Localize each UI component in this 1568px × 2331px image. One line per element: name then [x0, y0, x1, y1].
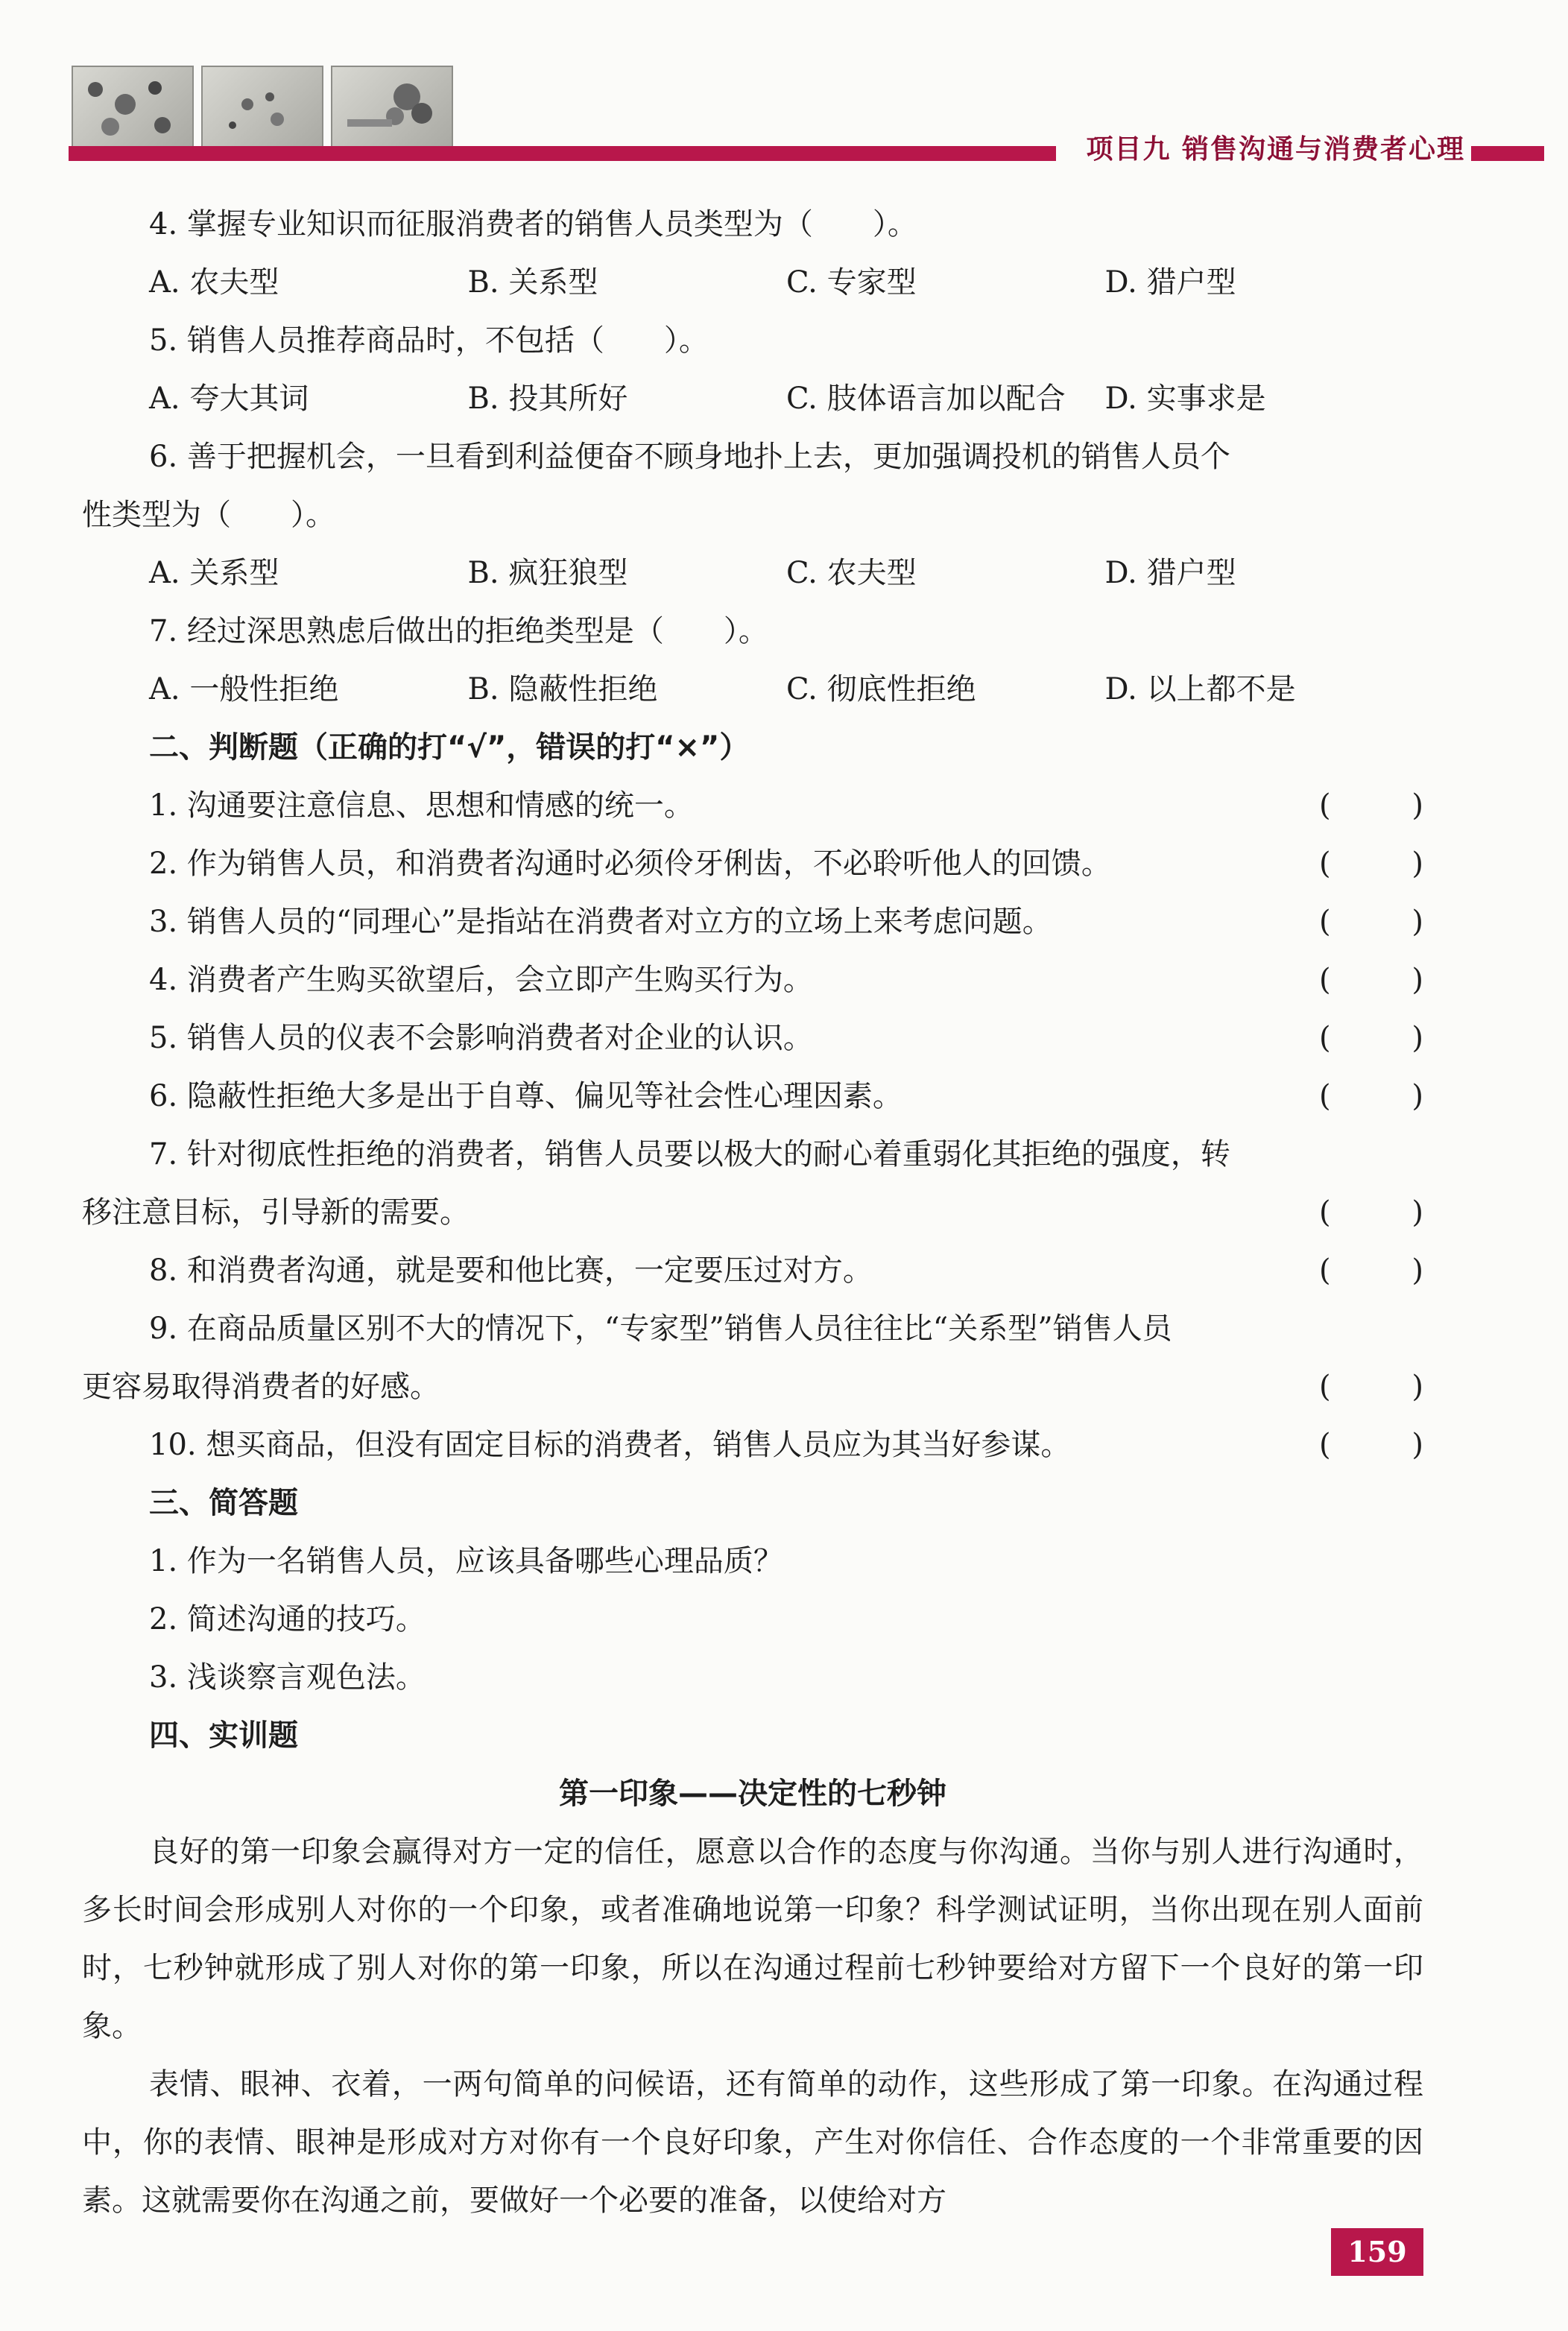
option: B. 投其所好: [467, 382, 628, 416]
question-options: [82, 253, 1423, 311]
question-options: [82, 660, 1423, 718]
answer-blank[interactable]: ( ): [1319, 1370, 1423, 1404]
option: D. 实事求是: [1104, 382, 1266, 416]
judgment-text-continued: 更容易取得消费者的好感。: [82, 1370, 440, 1404]
judgment-text: 7. 针对彻底性拒绝的消费者，销售人员要以极大的耐心着重弱化其拒绝的强度，转: [149, 1137, 1230, 1171]
judgment-text: 1. 沟通要注意信息、思想和情感的统一。: [149, 788, 694, 823]
option: D. 猎户型: [1104, 556, 1236, 590]
judgment-item: [82, 777, 1423, 835]
answer-blank[interactable]: ( ): [1319, 1021, 1423, 1055]
question-options: [82, 370, 1423, 428]
question-stem-continued: 性类型为（ ）。: [82, 498, 335, 532]
answer-blank[interactable]: ( ): [1319, 788, 1423, 823]
option: D. 以上都不是: [1104, 672, 1296, 706]
judgment-text-continued: 移注意目标，引导新的需要。: [82, 1195, 470, 1230]
question-options: [82, 544, 1423, 602]
judgment-item: [82, 835, 1423, 893]
option: A. 夸大其词: [149, 382, 309, 416]
chapter-title: 项目九 销售沟通与消费者心理: [1056, 128, 1471, 166]
header-thumbnail-1: [72, 66, 194, 152]
judgment-item: [82, 1009, 1423, 1067]
judgment-text: 5. 销售人员的仪表不会影响消费者对企业的认识。: [149, 1021, 813, 1055]
section-heading: 四、实训题: [149, 1718, 298, 1753]
option: A. 一般性拒绝: [149, 672, 339, 706]
answer-blank[interactable]: ( ): [1319, 1079, 1423, 1113]
judgment-text: 2. 作为销售人员，和消费者沟通时必须伶牙俐齿，不必聆听他人的回馈。: [149, 847, 1111, 881]
option: C. 农夫型: [786, 556, 917, 590]
judgment-text: 9. 在商品质量区别不大的情况下，“专家型”销售人员往往比“关系型”销售人员: [149, 1312, 1172, 1346]
judgment-item: [82, 1242, 1423, 1300]
question-stem: 4. 掌握专业知识而征服消费者的销售人员类型为（ ）。: [149, 207, 917, 241]
judgment-item: [82, 1067, 1423, 1125]
judgment-item: [82, 893, 1423, 951]
question-stem: 7. 经过深思熟虑后做出的拒绝类型是（ ）。: [149, 614, 768, 648]
answer-blank[interactable]: ( ): [1319, 905, 1423, 939]
option: A. 农夫型: [149, 265, 279, 300]
exercise-title: 第一印象——决定性的七秒钟: [559, 1777, 946, 1811]
judgment-text: 8. 和消费者沟通，就是要和他比赛，一定要压过对方。: [149, 1253, 873, 1288]
option: C. 彻底性拒绝: [786, 672, 976, 706]
question-stem: 6. 善于把握机会，一旦看到利益便奋不顾身地扑上去，更加强调投机的销售人员个: [149, 440, 1230, 474]
answer-blank[interactable]: ( ): [1319, 1253, 1423, 1288]
option: C. 专家型: [786, 265, 917, 300]
option: B. 疯狂狼型: [467, 556, 628, 590]
page-number: 159: [1331, 2228, 1423, 2276]
judgment-text: 10. 想买商品，但没有固定目标的消费者，销售人员应为其当好参谋。: [149, 1428, 1071, 1462]
paragraph: 表情、眼神、衣着，一两句简单的问候语，还有简单的动作，这些形成了第一印象。在沟通过程中，你的表情、眼神是形成对方对你有一个良好印象，产生对你信任、合作态度的一个非常重要的因素。这就需要你在沟通之前，要做好一个必要的准备，以使给对方: [82, 2067, 1423, 2218]
page-content: [82, 195, 1423, 2230]
answer-blank[interactable]: ( ): [1319, 1428, 1423, 1462]
header-thumbnail-2: [201, 66, 323, 152]
short-answer-item: 3. 浅谈察言观色法。: [149, 1660, 426, 1695]
judgment-item: [82, 1183, 1423, 1242]
question-stem: 5. 销售人员推荐商品时，不包括（ ）。: [149, 323, 709, 358]
option: C. 肢体语言加以配合: [786, 382, 1066, 416]
judgment-item: [82, 1416, 1423, 1474]
option: B. 关系型: [467, 265, 598, 300]
short-answer-item: 1. 作为一名销售人员，应该具备哪些心理品质？: [149, 1544, 783, 1578]
judgment-item: [82, 1358, 1423, 1416]
judgment-text: 3. 销售人员的“同理心”是指站在消费者对立方的立场上来考虑问题。: [149, 905, 1052, 939]
judgment-text: 6. 隐蔽性拒绝大多是出于自尊、偏见等社会性心理因素。: [149, 1079, 902, 1113]
judgment-item: [82, 951, 1423, 1009]
header-thumbnail-3: [331, 66, 453, 152]
option: A. 关系型: [149, 556, 279, 590]
paragraph: 良好的第一印象会赢得对方一定的信任，愿意以合作的态度与你沟通。当你与别人进行沟通时，多长时间会形成别人对你的一个印象，或者准确地说第一印象？科学测试证明，当你出现在别人面前时，七秒钟就形成了别人对你的第一印象，所以在沟通过程前七秒钟要给对方留下一个良好的第一印象。: [82, 1835, 1423, 2043]
section-heading: 二、判断题（正确的打“√”，错误的打“×”）: [149, 730, 750, 765]
answer-blank[interactable]: ( ): [1319, 1195, 1423, 1230]
option: B. 隐蔽性拒绝: [467, 672, 658, 706]
page-header: [0, 0, 1568, 171]
option: D. 猎户型: [1104, 265, 1236, 300]
judgment-text: 4. 消费者产生购买欲望后，会立即产生购买行为。: [149, 963, 813, 997]
answer-blank[interactable]: ( ): [1319, 963, 1423, 997]
short-answer-item: 2. 简述沟通的技巧。: [149, 1602, 426, 1636]
section-heading: 三、简答题: [149, 1486, 298, 1520]
answer-blank[interactable]: ( ): [1319, 847, 1423, 881]
